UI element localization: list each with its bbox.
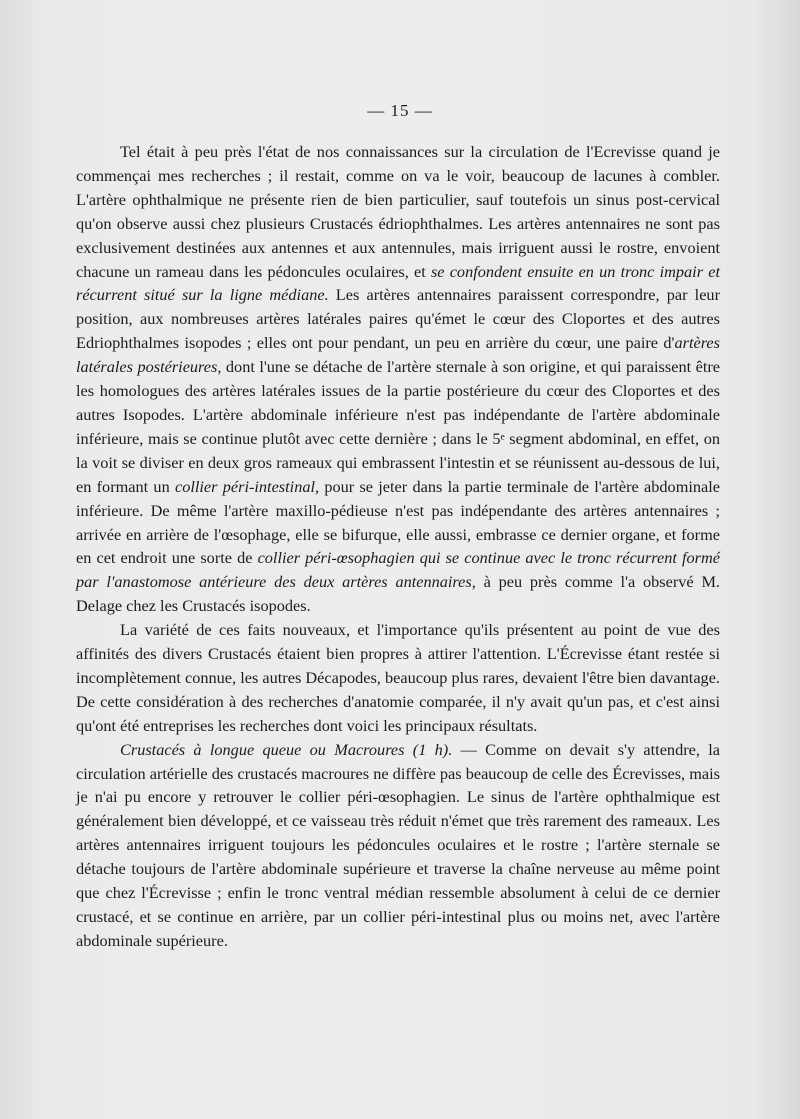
paragraph-1 bbox=[76, 140, 720, 618]
body-text bbox=[76, 140, 720, 953]
page-number: — 15 — bbox=[367, 101, 433, 120]
italic-run: collier péri-œsophagien qui se continue avec le tronc récurrent formé par l'anastomose antérieure des deux artères antennaires, bbox=[76, 548, 720, 592]
text-run: pour se jeter dans la partie terminale de l'artère abdominale inférieure. De même l'artère maxillo-pédieuse n'est pas indépendante des artères antennaires ; arrivée en arrière de l'œsophage, elle se bifurque, elle aussi, embrasse ce dernier organe, et forme en cet endroit une sorte de bbox=[76, 476, 720, 568]
text-run: Les artères antennaires paraissent correspondre, par leur position, aux nombreuses artères latérales paires qu'émet le cœur des Cloportes et des autres Edriophthalmes isopodes ; elles ont pour pendant, un peu en arrière du cœur, une paire d' bbox=[76, 285, 720, 353]
text-run: — Comme on devait s'y attendre, la circulation artérielle des crustacés macroures ne diffère pas beaucoup de celle des Écrevisses, mais je n'ai pu encore y retrouver le collier péri-œsophagien. Le sinus de l'artère ophthalmique est généralement bien développé, et ce vaisseau très réduit n'émet que très rarement des rameaux. Les artères antennaires irriguent toujours les pédoncules oculaires et le rostre ; l'artère sternale se détache toujours de l'artère abdominale supérieure et traverse la chaîne nerveuse au même point que chez l'Écrevisse ; enfin le tronc ventral médian ressemble absolument à celui de ce dernier crustacé, et se continue en arrière, par un collier péri-intestinal plus ou moins net, avec l'artère abdominale supérieure. bbox=[76, 739, 720, 950]
italic-run: collier péri-intestinal, bbox=[174, 476, 320, 496]
italic-run: Crustacés à longue queue ou Macroures (1 h). bbox=[120, 739, 453, 759]
italic-run: artères latérales postérieures, bbox=[76, 333, 720, 377]
italic-run: se confondent ensuite en un tronc impair et récurrent situé sur la ligne médiane. bbox=[76, 261, 720, 305]
text-run: Tel était à peu près l'état de nos connaissances sur la circulation de l'Ecrevisse quand je commençai mes recherches ; il restait, comme on va le voir, beaucoup de lacunes à combler. L'artère ophthalmique ne présente rien de bien particulier, sauf toutefois un sinus post-cervical qu'on observe aussi chez plusieurs Crustacés édriophthalmes. Les artères antennaires ne sont pas exclusivement destinées aux antennes et aux antennules, mais irriguent aussi le rostre, envoient chacune un rameau dans les pédoncules oculaires, et bbox=[76, 142, 720, 281]
text-run: dont l'une se détache de l'artère sternale à son origine, et qui paraissent être les homologues des artères latérales issues de la partie postérieure du cœur des Cloportes et des autres Isopodes. L'artère abdominale inférieure n'est pas indépendante de l'artère abdominale inférieure, mais se continue plutôt avec cette dernière ; dans le 5ᵉ segment abdominal, en effet, on la voit se diviser en deux gros rameaux qui embrassent l'intestin et se réunissent au-dessous de lui, en formant un bbox=[76, 357, 720, 496]
paragraph-2 bbox=[76, 618, 720, 738]
text-run: La variété de ces faits nouveaux, et l'importance qu'ils présentent au point de vue des affinités des divers Crustacés étaient bien propres à attirer l'attention. L'Écrevisse étant restée si incomplètement connue, les autres Décapodes, beaucoup plus rares, devaient l'être bien davantage. De cette considération à des recherches d'anatomie comparée, il n'y avait qu'un pas, et c'est ainsi qu'ont été entreprises les recherches dont voici les principaux résultats. bbox=[76, 620, 720, 735]
paragraph-3 bbox=[76, 738, 720, 953]
text-run: à peu près comme l'a observé M. Delage chez les Crustacés isopodes. bbox=[76, 572, 720, 616]
